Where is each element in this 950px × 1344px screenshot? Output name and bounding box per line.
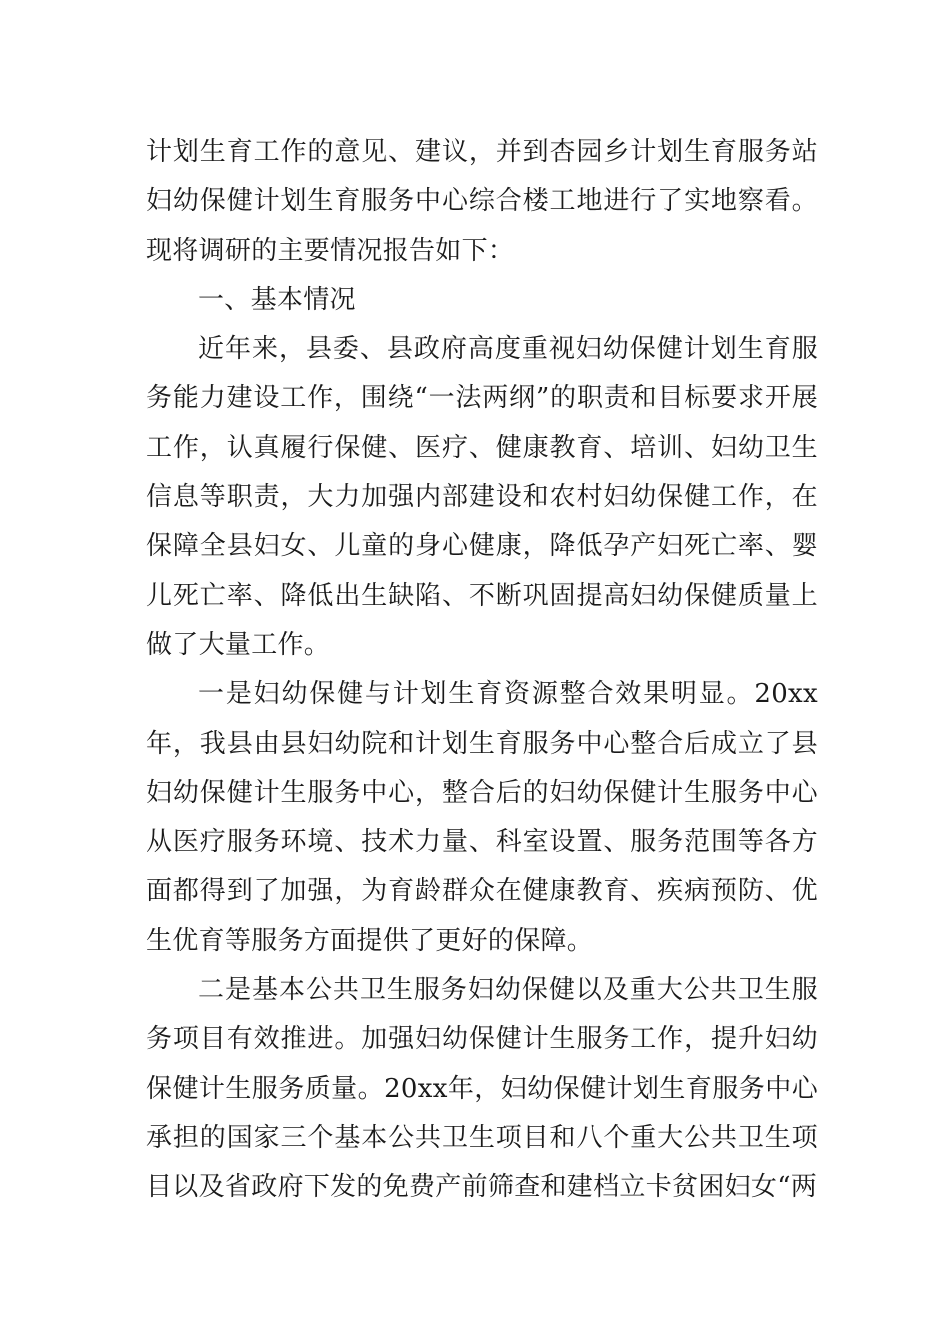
paragraph-point-2: 二是基本公共卫生服务妇幼保健以及重大公共卫生服务项目有效推进。加强妇幼保健计生服务工作，提升妇幼保健计生服务质量。20xx年，妇幼保健计划生育服务中心承担的国家三个基本公共卫生项目和八个重大公共卫生项目以及省政府下发的免费产前筛查和建档立卡贫困妇女“两	[146, 975, 818, 1203]
document-body	[146, 128, 818, 1213]
paragraph-overview: 近年来，县委、县政府高度重视妇幼保健计划生育服务能力建设工作，围绕“一法两纲”的职责和目标要求开展工作，认真履行保健、医疗、健康教育、培训、妇幼卫生信息等职责，大力加强内部建设和农村妇幼保健工作，在保障全县妇女、儿童的身心健康，降低孕产妇死亡率、婴儿死亡率、降低出生缺陷、不断巩固提高妇幼保健质量上做了大量工作。	[146, 334, 818, 660]
section-heading-basic-situation: 一、基本情况	[198, 284, 356, 315]
paragraph-intro-continued: 计划生育工作的意见、建议，并到杏园乡计划生育服务站妇幼保健计划生育服务中心综合楼工地进行了实地察看。现将调研的主要情况报告如下：	[146, 137, 818, 266]
paragraph-point-1: 一是妇幼保健与计划生育资源整合效果明显。20xx年，我县由县妇幼院和计划生育服务中心整合后成立了县妇幼保健计生服务中心，整合后的妇幼保健计生服务中心从医疗服务环境、技术力量、科室设置、服务范围等各方面都得到了加强，为育龄群众在健康教育、疾病预防、优生优育等服务方面提供了更好的保障。	[146, 679, 818, 956]
